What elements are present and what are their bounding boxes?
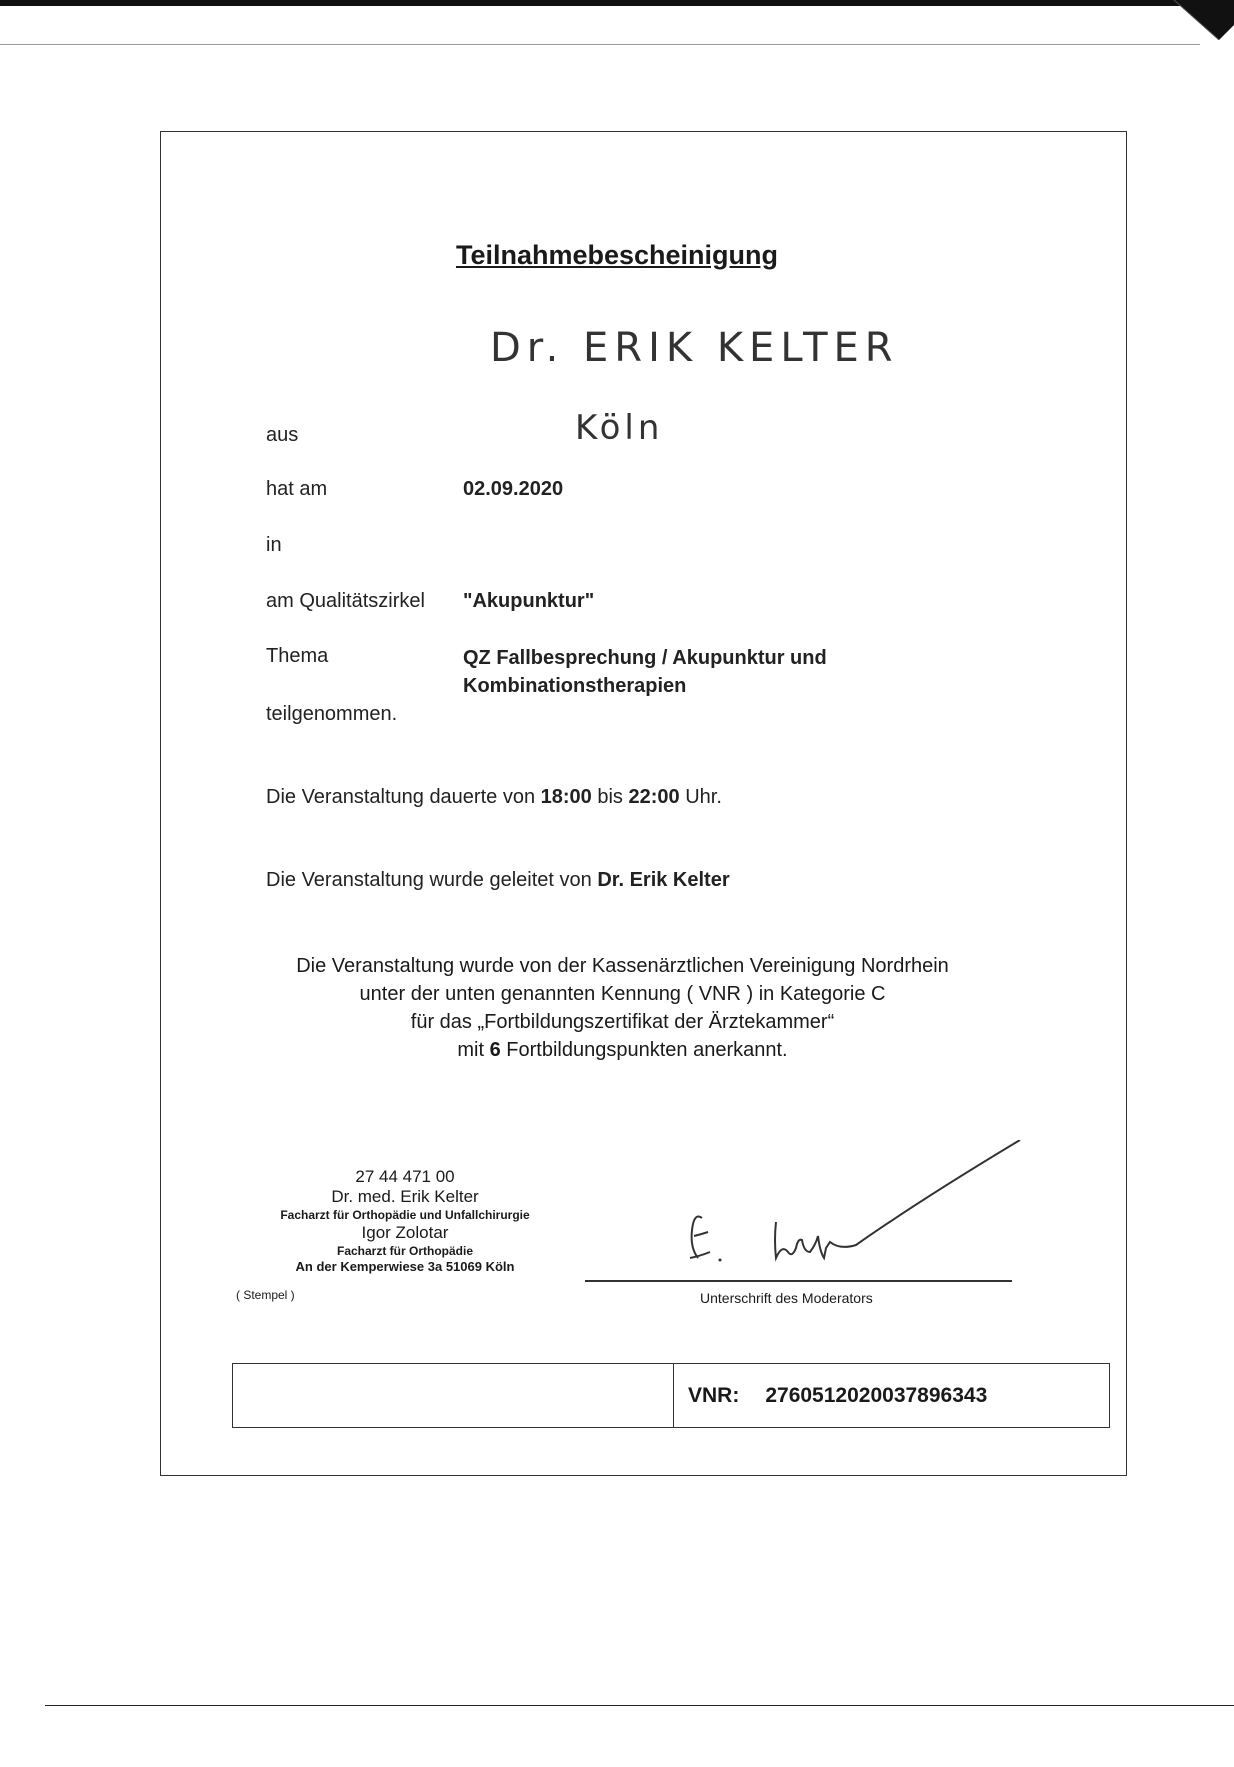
stamp-doctor2-title: Facharzt für Orthopädie	[336, 1244, 473, 1258]
handwritten-name: Dr. ERIK KELTER	[490, 325, 899, 371]
stamp-doctor1-title: Facharzt für Orthopädie und Unfallchirurgie	[280, 1208, 530, 1222]
zirkel-value: "Akupunktur"	[463, 590, 595, 612]
recognition-line3: für das „Fortbildungszertifikat der Ärztekammer“	[410, 1011, 835, 1033]
recognition-block	[265, 952, 980, 1064]
hat-am-label: hat am	[266, 478, 328, 500]
aus-label: aus	[266, 424, 299, 446]
thema-line1: QZ Fallbesprechung / Akupunktur und	[463, 647, 827, 669]
moderator-signature	[680, 1140, 1030, 1285]
recognition-line1: Die Veranstaltung wurde von der Kassenärztlichen Vereinigung Nordrhein	[296, 955, 949, 977]
vnr-number: 2760512020037896343	[765, 1383, 988, 1407]
thema-label: Thema	[266, 645, 329, 667]
leader-name: Dr. Erik Kelter	[597, 869, 730, 891]
stamp-doctor2: Igor Zolotar	[361, 1223, 449, 1242]
scan-line-bottom	[45, 1705, 1234, 1706]
certificate-title: Teilnahmebescheinigung	[455, 240, 779, 270]
duration-line	[266, 786, 722, 809]
recognition-points-prefix: mit	[457, 1039, 485, 1061]
in-label: in	[266, 534, 282, 556]
handwritten-city: Köln	[575, 408, 664, 448]
teilgenommen-text: teilgenommen.	[266, 703, 398, 725]
scan-edge-top	[0, 0, 1200, 6]
signature-label: Unterschrift des Moderators	[700, 1290, 873, 1306]
vnr-cell	[674, 1364, 1109, 1427]
duration-suffix: Uhr.	[685, 786, 722, 808]
scan-corner-fold	[1164, 0, 1234, 40]
leader-prefix: Die Veranstaltung wurde geleitet von	[266, 869, 592, 891]
recognition-line2: unter der unten genannten Kennung ( VNR ) in Kategorie C	[359, 983, 886, 1005]
recognition-points: 6	[489, 1039, 501, 1061]
scan-line-top	[0, 44, 1200, 45]
stamp-label: ( Stempel )	[236, 1288, 295, 1302]
vnr-box	[232, 1363, 1110, 1428]
vnr-empty-cell	[233, 1364, 674, 1427]
recognition-line4	[265, 1036, 980, 1064]
duration-end: 22:00	[628, 786, 680, 808]
duration-prefix: Die Veranstaltung dauerte von	[266, 786, 536, 808]
duration-start: 18:00	[540, 786, 592, 808]
stamp-address: An der Kemperwiese 3a 51069 Köln	[295, 1259, 515, 1274]
stamp-number: 27 44 471 00	[355, 1167, 455, 1186]
leader-line	[266, 869, 730, 892]
recognition-points-suffix: Fortbildungspunkten anerkannt.	[506, 1039, 788, 1061]
duration-mid: bis	[597, 786, 623, 808]
vnr-label: VNR:	[688, 1383, 740, 1407]
thema-line2: Kombinationstherapien	[463, 675, 687, 697]
stamp-doctor1: Dr. med. Erik Kelter	[331, 1187, 479, 1206]
practice-stamp	[240, 1166, 570, 1275]
zirkel-label: am Qualitätszirkel	[266, 590, 425, 612]
signature-line	[585, 1280, 1012, 1282]
event-date: 02.09.2020	[463, 478, 564, 500]
